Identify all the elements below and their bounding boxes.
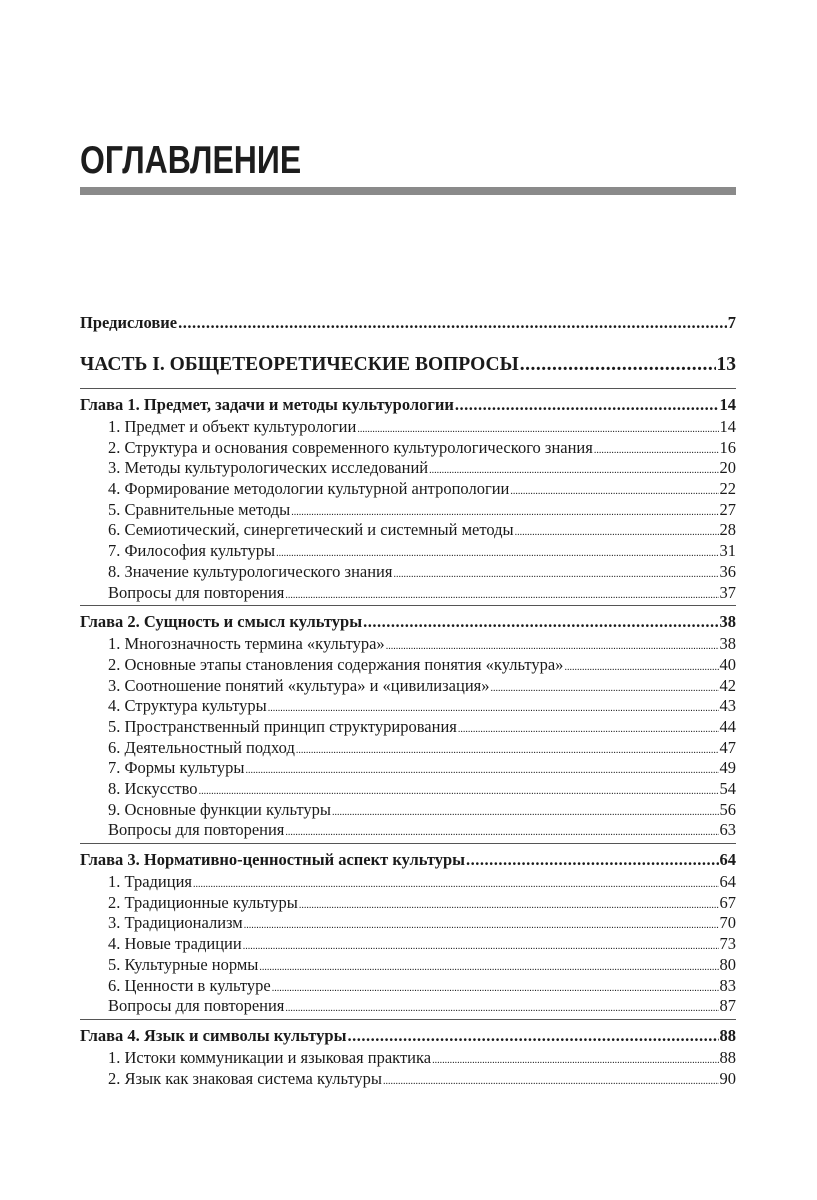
toc-section-entry[interactable] xyxy=(80,438,736,459)
toc-section-page: 38 xyxy=(719,634,736,654)
toc-section-label: Вопросы для повторения xyxy=(108,820,285,840)
toc-section-label: 5. Культурные нормы xyxy=(108,954,259,974)
toc-entry-page: 7 xyxy=(727,313,736,332)
toc-chapter-page: 14 xyxy=(719,395,736,414)
toc-section-label: 9. Основные функции культуры xyxy=(108,799,331,819)
dot-leader xyxy=(594,441,719,462)
toc-section-label: 6. Ценности в культуре xyxy=(108,975,271,995)
toc-part-1[interactable] xyxy=(80,354,736,386)
toc-section-page: 40 xyxy=(719,654,736,674)
toc-entry-preface[interactable] xyxy=(80,313,736,337)
toc-chapter-page: 88 xyxy=(719,1025,736,1045)
toc-section-label: 2. Традиционные культуры xyxy=(108,892,298,912)
toc-section-entry[interactable] xyxy=(80,1069,736,1090)
dot-leader xyxy=(458,720,719,741)
dot-leader xyxy=(285,823,718,844)
toc-chapter-1[interactable] xyxy=(80,395,736,417)
toc-section-page: 56 xyxy=(719,799,736,819)
toc-chapter-page: 64 xyxy=(719,850,736,870)
toc-section-entry[interactable] xyxy=(80,500,736,521)
toc-section-label: 3. Методы культурологических исследований xyxy=(108,458,429,478)
toc-section-label: 2. Структура и основания современного культурологического знания xyxy=(108,437,593,457)
dot-leader xyxy=(259,958,718,979)
toc-section-entry[interactable] xyxy=(80,696,736,717)
toc-section-page: 20 xyxy=(719,458,736,478)
toc-chapters xyxy=(80,388,736,1089)
toc-section-page: 28 xyxy=(719,520,736,540)
toc-section-page: 73 xyxy=(719,934,736,954)
toc-chapter-3[interactable] xyxy=(80,850,736,872)
toc-section-entry[interactable] xyxy=(80,758,736,779)
toc-section-label: 6. Деятельностный подход xyxy=(108,737,295,757)
toc-part-page: 13 xyxy=(716,354,736,375)
dot-leader xyxy=(347,1026,718,1046)
toc-section-label: 4. Структура культуры xyxy=(108,696,267,716)
toc-section-label: 5. Пространственный принцип структурирования xyxy=(108,716,457,736)
toc-section-entry[interactable] xyxy=(80,562,736,583)
toc-section-label: 6. Семиотический, синергетический и системный методы xyxy=(108,520,514,540)
toc-section-entry[interactable] xyxy=(80,541,736,562)
toc-section-label: 1. Истоки коммуникации и языковая практика xyxy=(108,1047,432,1067)
toc-section-page: 44 xyxy=(719,716,736,736)
toc-section-page: 80 xyxy=(719,954,736,974)
toc-section-entry[interactable] xyxy=(80,820,736,841)
title-rule xyxy=(80,187,736,195)
toc-section-page: 64 xyxy=(719,872,736,892)
dot-leader xyxy=(564,658,718,679)
toc-section-page: 14 xyxy=(719,417,736,436)
toc-section-label: 3. Традиционализм xyxy=(108,913,243,933)
dot-leader xyxy=(383,1072,719,1093)
toc-section-entry[interactable] xyxy=(80,458,736,479)
dot-leader xyxy=(432,1051,718,1072)
toc-section-entry[interactable] xyxy=(80,1048,736,1069)
dot-leader xyxy=(520,354,716,376)
toc-section-entry[interactable] xyxy=(80,717,736,738)
toc-section-page: 37 xyxy=(719,582,736,602)
toc-section-page: 90 xyxy=(719,1068,736,1088)
toc-chapter-page: 38 xyxy=(719,612,736,632)
toc-section-label: Вопросы для повторения xyxy=(108,582,285,602)
toc-section-entry[interactable] xyxy=(80,872,736,893)
toc-section-label: 3. Соотношение понятий «культура» и «цивилизация» xyxy=(108,675,490,695)
toc-section-page: 87 xyxy=(719,996,736,1016)
dot-leader xyxy=(455,395,719,415)
chapter-separator xyxy=(80,388,736,389)
dot-leader xyxy=(244,916,719,937)
toc-section-page: 63 xyxy=(719,820,736,840)
dot-leader xyxy=(510,482,718,503)
toc-section-label: 1. Традиция xyxy=(108,872,192,892)
toc-section-entry[interactable] xyxy=(80,913,736,934)
toc-part-label: ЧАСТЬ I. ОБЩЕТЕОРЕТИЧЕСКИЕ ВОПРОСЫ xyxy=(80,354,519,375)
toc-section-entry[interactable] xyxy=(80,976,736,997)
toc-section-label: 2. Язык как знаковая система культуры xyxy=(108,1068,382,1088)
toc-section-label: 5. Сравнительные методы xyxy=(108,499,291,519)
page-title: ОГЛАВЛЕНИЕ xyxy=(80,139,302,182)
table-of-contents xyxy=(80,313,736,1089)
toc-section-page: 31 xyxy=(719,541,736,561)
dot-leader xyxy=(332,803,719,824)
dot-leader xyxy=(466,850,718,870)
toc-section-label: 8. Значение культурологического знания xyxy=(108,561,393,581)
dot-leader xyxy=(296,741,719,762)
toc-section-page: 36 xyxy=(719,561,736,581)
toc-section-label: 4. Новые традиции xyxy=(108,934,242,954)
toc-section-page: 88 xyxy=(719,1047,736,1067)
toc-chapter-label: Глава 3. Нормативно-ценностный аспект культуры xyxy=(80,850,466,870)
toc-section-page: 67 xyxy=(719,892,736,912)
toc-section-label: 4. Формирование методологии культурной антропологии xyxy=(108,479,510,499)
toc-section-page: 22 xyxy=(719,479,736,499)
dot-leader xyxy=(285,999,718,1020)
dot-leader xyxy=(490,679,718,700)
toc-chapter-label: Глава 2. Сущность и смысл культуры xyxy=(80,612,363,632)
dot-leader xyxy=(243,937,719,958)
toc-section-label: 1. Многозначность термина «культура» xyxy=(108,634,385,654)
toc-section-page: 83 xyxy=(719,975,736,995)
toc-section-entry[interactable] xyxy=(80,955,736,976)
toc-section-entry[interactable] xyxy=(80,520,736,541)
toc-chapter-2[interactable] xyxy=(80,612,736,634)
toc-section-entry[interactable] xyxy=(80,738,736,759)
toc-section-page: 16 xyxy=(719,437,736,457)
toc-entry-label: Предисловие xyxy=(80,313,178,332)
dot-leader xyxy=(515,523,719,544)
dot-leader xyxy=(299,896,719,917)
dot-leader xyxy=(245,761,718,782)
toc-section-page: 42 xyxy=(719,675,736,695)
toc-section-page: 70 xyxy=(719,913,736,933)
dot-leader xyxy=(363,612,718,632)
toc-section-label: Вопросы для повторения xyxy=(108,996,285,1016)
toc-chapter-label: Глава 1. Предмет, задачи и методы культурологии xyxy=(80,395,454,414)
dot-leader xyxy=(272,979,719,1000)
dot-leader xyxy=(393,565,718,586)
toc-section-entry[interactable] xyxy=(80,479,736,500)
dot-leader xyxy=(178,313,727,333)
toc-section-page: 54 xyxy=(719,779,736,798)
toc-section-entry[interactable] xyxy=(80,655,736,676)
toc-section-page: 43 xyxy=(719,696,736,716)
toc-section-page: 47 xyxy=(719,737,736,757)
toc-section-label: 1. Предмет и объект культурологии xyxy=(108,417,357,436)
toc-section-entry[interactable] xyxy=(80,583,736,604)
toc-section-entry[interactable] xyxy=(80,893,736,914)
toc-chapter-4[interactable] xyxy=(80,1026,736,1048)
toc-section-entry[interactable] xyxy=(80,996,736,1017)
toc-section-entry[interactable] xyxy=(80,779,736,800)
toc-section-entry[interactable] xyxy=(80,934,736,955)
toc-chapter-label: Глава 4. Язык и символы культуры xyxy=(80,1025,347,1045)
toc-section-entry[interactable] xyxy=(80,676,736,697)
toc-section-page: 27 xyxy=(719,499,736,519)
toc-section-entry[interactable] xyxy=(80,800,736,821)
dot-leader xyxy=(285,586,718,607)
toc-section-entry[interactable] xyxy=(80,634,736,655)
toc-section-page: 49 xyxy=(719,758,736,778)
toc-section-entry[interactable] xyxy=(80,417,736,438)
toc-section-label: 7. Философия культуры xyxy=(108,541,276,561)
toc-section-label: 8. Искусство xyxy=(108,779,198,798)
toc-section-label: 2. Основные этапы становления содержания понятия «культура» xyxy=(108,654,564,674)
toc-section-label: 7. Формы культуры xyxy=(108,758,245,778)
